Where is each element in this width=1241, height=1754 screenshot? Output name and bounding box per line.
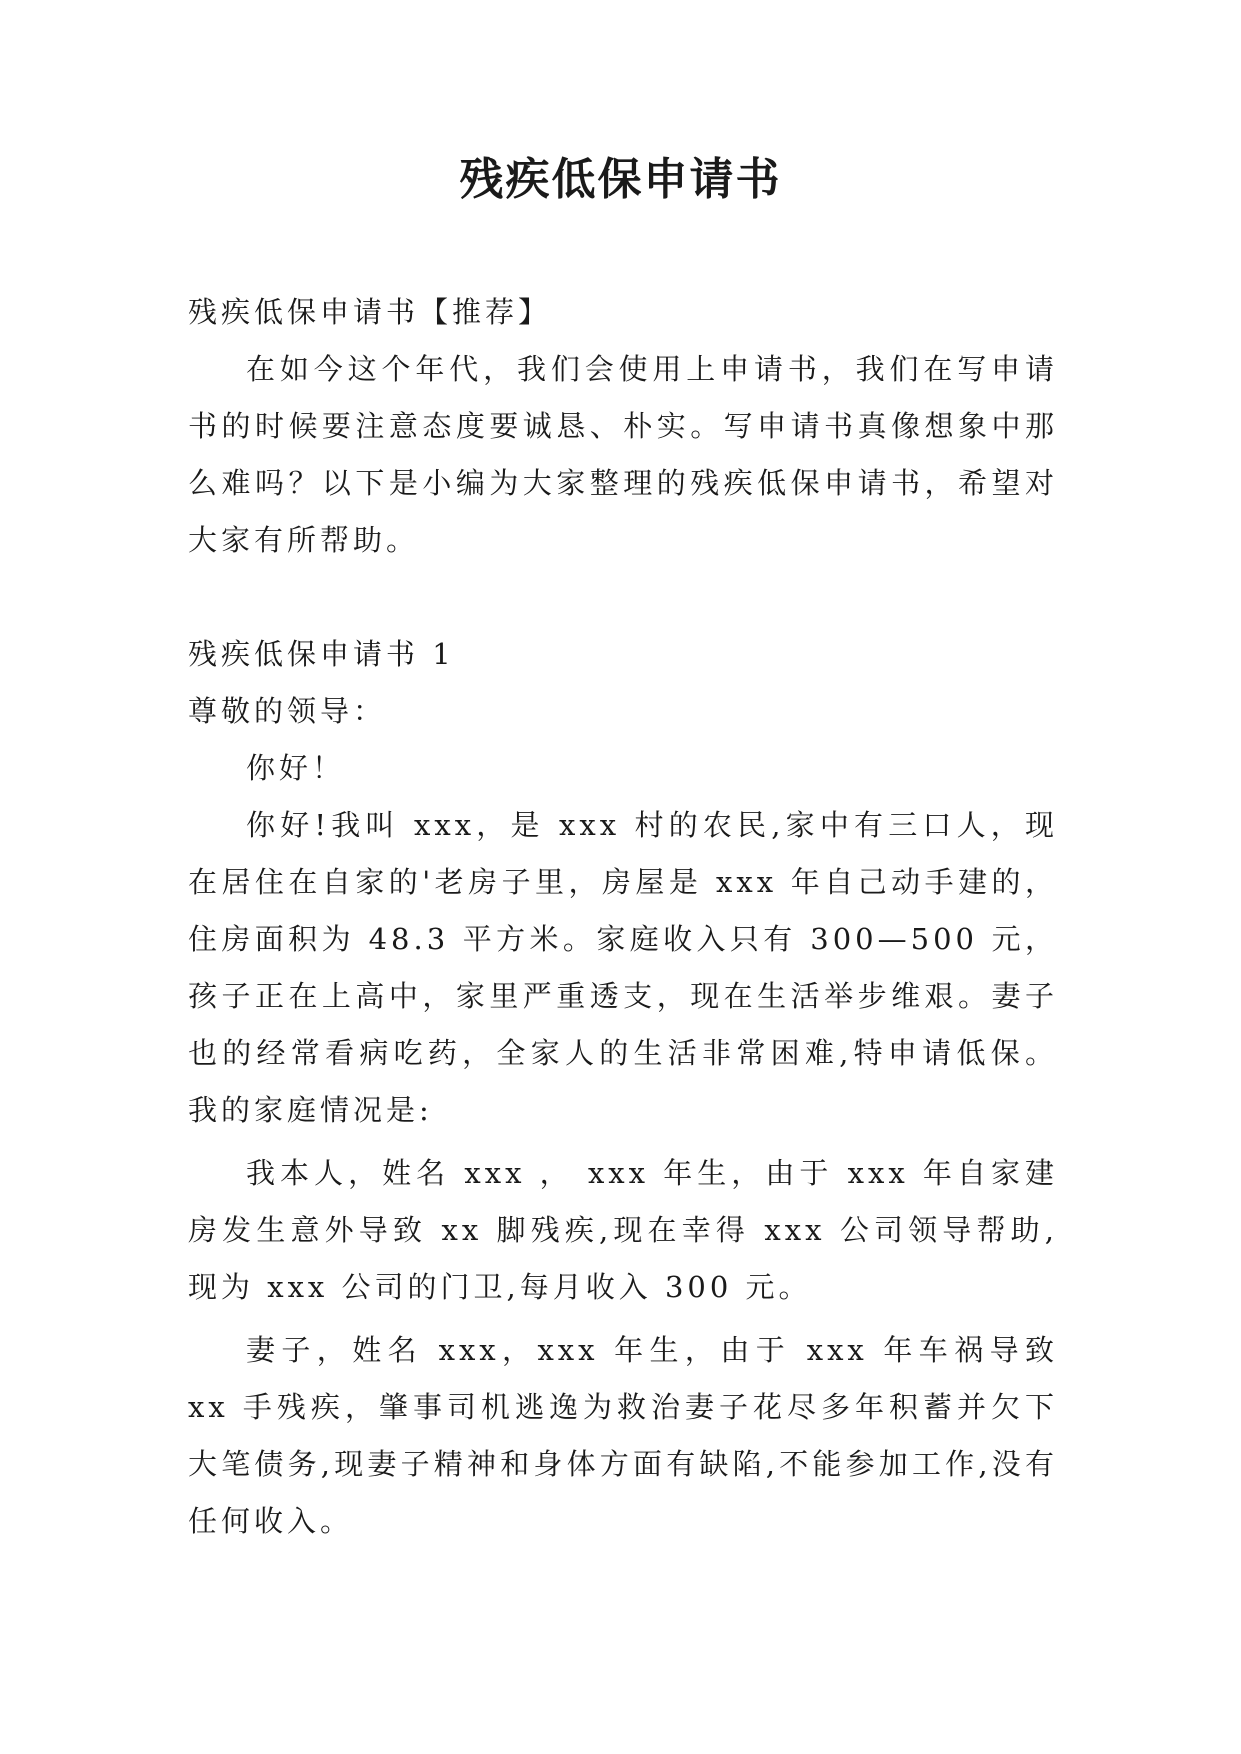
- subtitle-line: 残疾低保申请书【推荐】: [188, 295, 552, 329]
- section-heading: 残疾低保申请书 1: [188, 637, 455, 671]
- body-paragraph: 我本人，姓名 xxx ， xxx 年生，由于 xxx 年自家建房发生意外导致 xx 脚残疾,现在幸得 xxx 公司领导帮助,现为 xxx 公司的门卫,每月收入 300 元。: [188, 1156, 1058, 1304]
- document-body: [188, 284, 1058, 1550]
- salutation: 尊敬的领导：: [188, 694, 387, 728]
- greeting: 你好！: [246, 751, 346, 785]
- body-paragraph: 妻子，姓名 xxx，xxx 年生，由于 xxx 年车祸导致 xx 手残疾，肇事司机逃逸为救治妻子花尽多年积蓄并欠下大笔债务,现妻子精神和身体方面有缺陷,不能参加工作,没有任何收入。: [188, 1333, 1058, 1538]
- body-paragraph: 你好!我叫 xxx，是 xxx 村的农民,家中有三口人，现在居住在自家的'老房子里，房屋是 xxx 年自己动手建的，住房面积为 48.3 平方米。家庭收入只有 300—500 元，孩子正在上高中，家里严重透支，现在生活举步维艰。妻子也的经常看病吃药，全家人的生活非常困难,特申请低保。我的家庭情况是:: [188, 808, 1058, 1127]
- intro-paragraph: 在如今这个年代，我们会使用上申请书，我们在写申请书的时候要注意态度要诚恳、朴实。写申请书真像想象中那么难吗？以下是小编为大家整理的残疾低保申请书，希望对大家有所帮助。: [188, 352, 1058, 557]
- document-title: 残疾低保申请书: [459, 154, 782, 205]
